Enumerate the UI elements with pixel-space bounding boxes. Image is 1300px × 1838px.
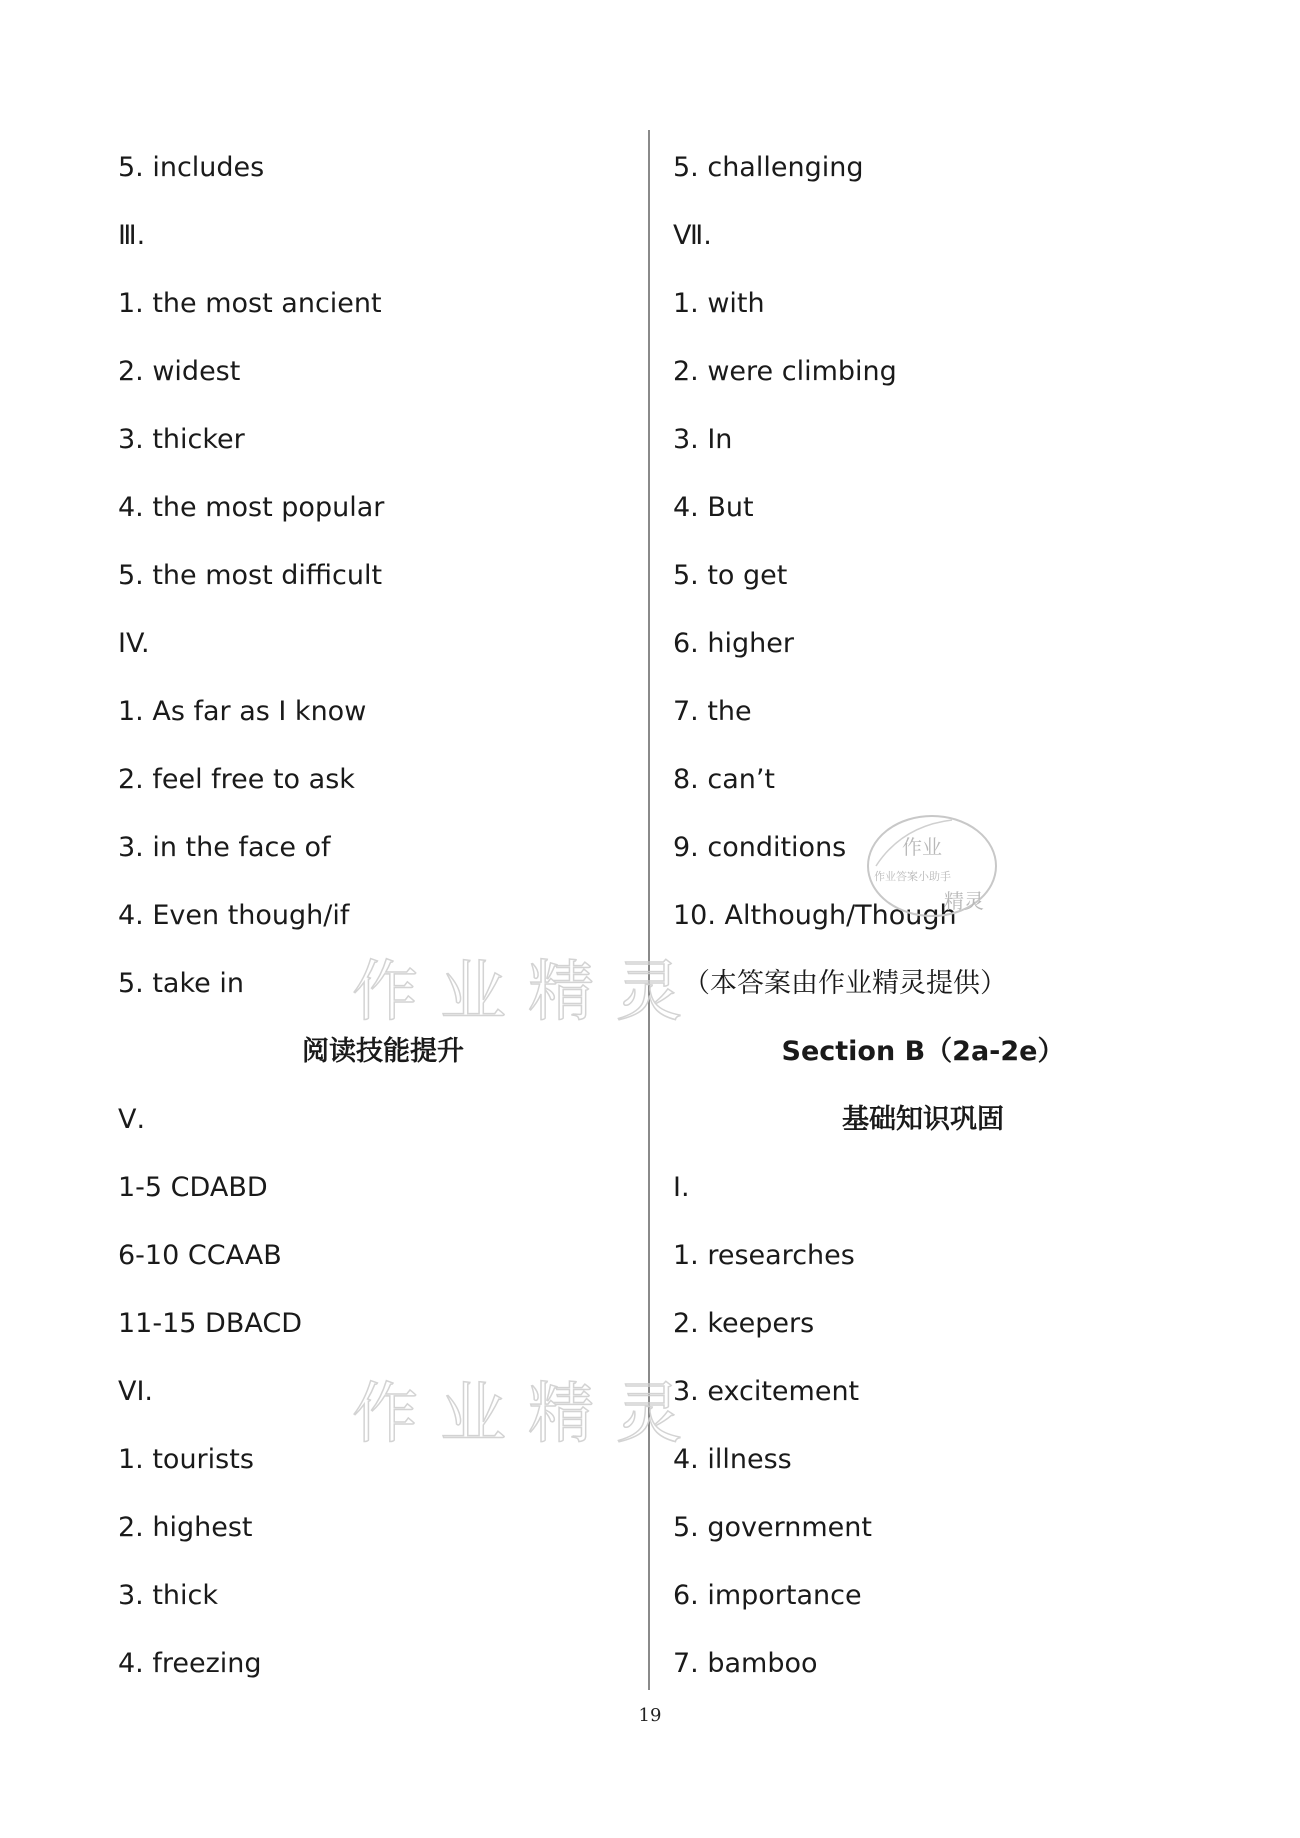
- answer-line: 7. the: [673, 696, 752, 727]
- answer-line: 3. thick: [118, 1580, 219, 1611]
- answer-line: 2. feel free to ask: [118, 764, 355, 795]
- answer-line: 9. conditions: [673, 832, 847, 863]
- answer-line: 4. freezing: [118, 1648, 262, 1679]
- stamp-middle-text: 作业答案小助手: [874, 870, 951, 883]
- answer-line: 2. keepers: [673, 1308, 815, 1339]
- section-numeral: Ⅰ.: [673, 1172, 690, 1203]
- answer-line: 1-5 CDABD: [118, 1172, 268, 1203]
- watermark-text: 作业精灵: [352, 1375, 704, 1452]
- heading-basic-knowledge: 基础知识巩固: [842, 1104, 1004, 1135]
- heading-section-b: Section B（2a-2e）: [781, 1036, 1065, 1067]
- answer-line: 5. the most difficult: [118, 560, 383, 591]
- answer-line: 8. can’t: [673, 764, 776, 795]
- answer-line: 3. in the face of: [118, 832, 331, 863]
- answer-line: 1. tourists: [118, 1444, 254, 1475]
- heading-reading-skills: 阅读技能提升: [302, 1036, 464, 1067]
- page-number: 19: [638, 1705, 662, 1726]
- stamp-bottom-text: 精灵: [944, 889, 984, 913]
- answer-line: 1. the most ancient: [118, 288, 382, 319]
- section-numeral: Ⅶ.: [673, 220, 712, 251]
- answer-line: 11-15 DBACD: [118, 1308, 302, 1339]
- answer-line: 4. But: [673, 492, 754, 523]
- answer-line: 3. excitement: [673, 1376, 860, 1407]
- answer-line: 5. challenging: [673, 152, 864, 183]
- answer-line: 2. were climbing: [673, 356, 897, 387]
- answer-line: 5. take in: [118, 968, 244, 999]
- answer-line: 6. higher: [673, 628, 794, 659]
- answer-line: 1. As far as I know: [118, 696, 367, 727]
- section-numeral: IV.: [118, 628, 150, 659]
- stamp-top-text: 作业: [902, 835, 942, 859]
- section-numeral: Ⅲ.: [118, 220, 146, 251]
- answer-line: 7. bamboo: [673, 1648, 818, 1679]
- watermark-text: 作业精灵: [352, 953, 704, 1030]
- source-note: （本答案由作业精灵提供）: [683, 968, 1007, 999]
- answer-line: 3. In: [673, 424, 733, 455]
- answer-line: 4. Even though/if: [118, 900, 350, 931]
- section-numeral: VI.: [118, 1376, 154, 1407]
- answer-line: 6-10 CCAAB: [118, 1240, 282, 1271]
- answer-line: 1. with: [673, 288, 765, 319]
- answer-line: 4. the most popular: [118, 492, 385, 523]
- watermark-stamp-icon: [862, 806, 1002, 926]
- answer-line: 6. importance: [673, 1580, 862, 1611]
- answer-line: 1. researches: [673, 1240, 855, 1271]
- answer-line: 5. includes: [118, 152, 265, 183]
- answer-line: 2. highest: [118, 1512, 253, 1543]
- answer-line: 10. Although/Though: [673, 900, 957, 931]
- answer-line: 5. government: [673, 1512, 872, 1543]
- column-divider: [648, 130, 650, 1690]
- section-numeral: Ⅴ.: [118, 1104, 146, 1135]
- answer-line: 3. thicker: [118, 424, 245, 455]
- answer-line: 2. widest: [118, 356, 241, 387]
- answer-line: 4. illness: [673, 1444, 792, 1475]
- answer-line: 5. to get: [673, 560, 788, 591]
